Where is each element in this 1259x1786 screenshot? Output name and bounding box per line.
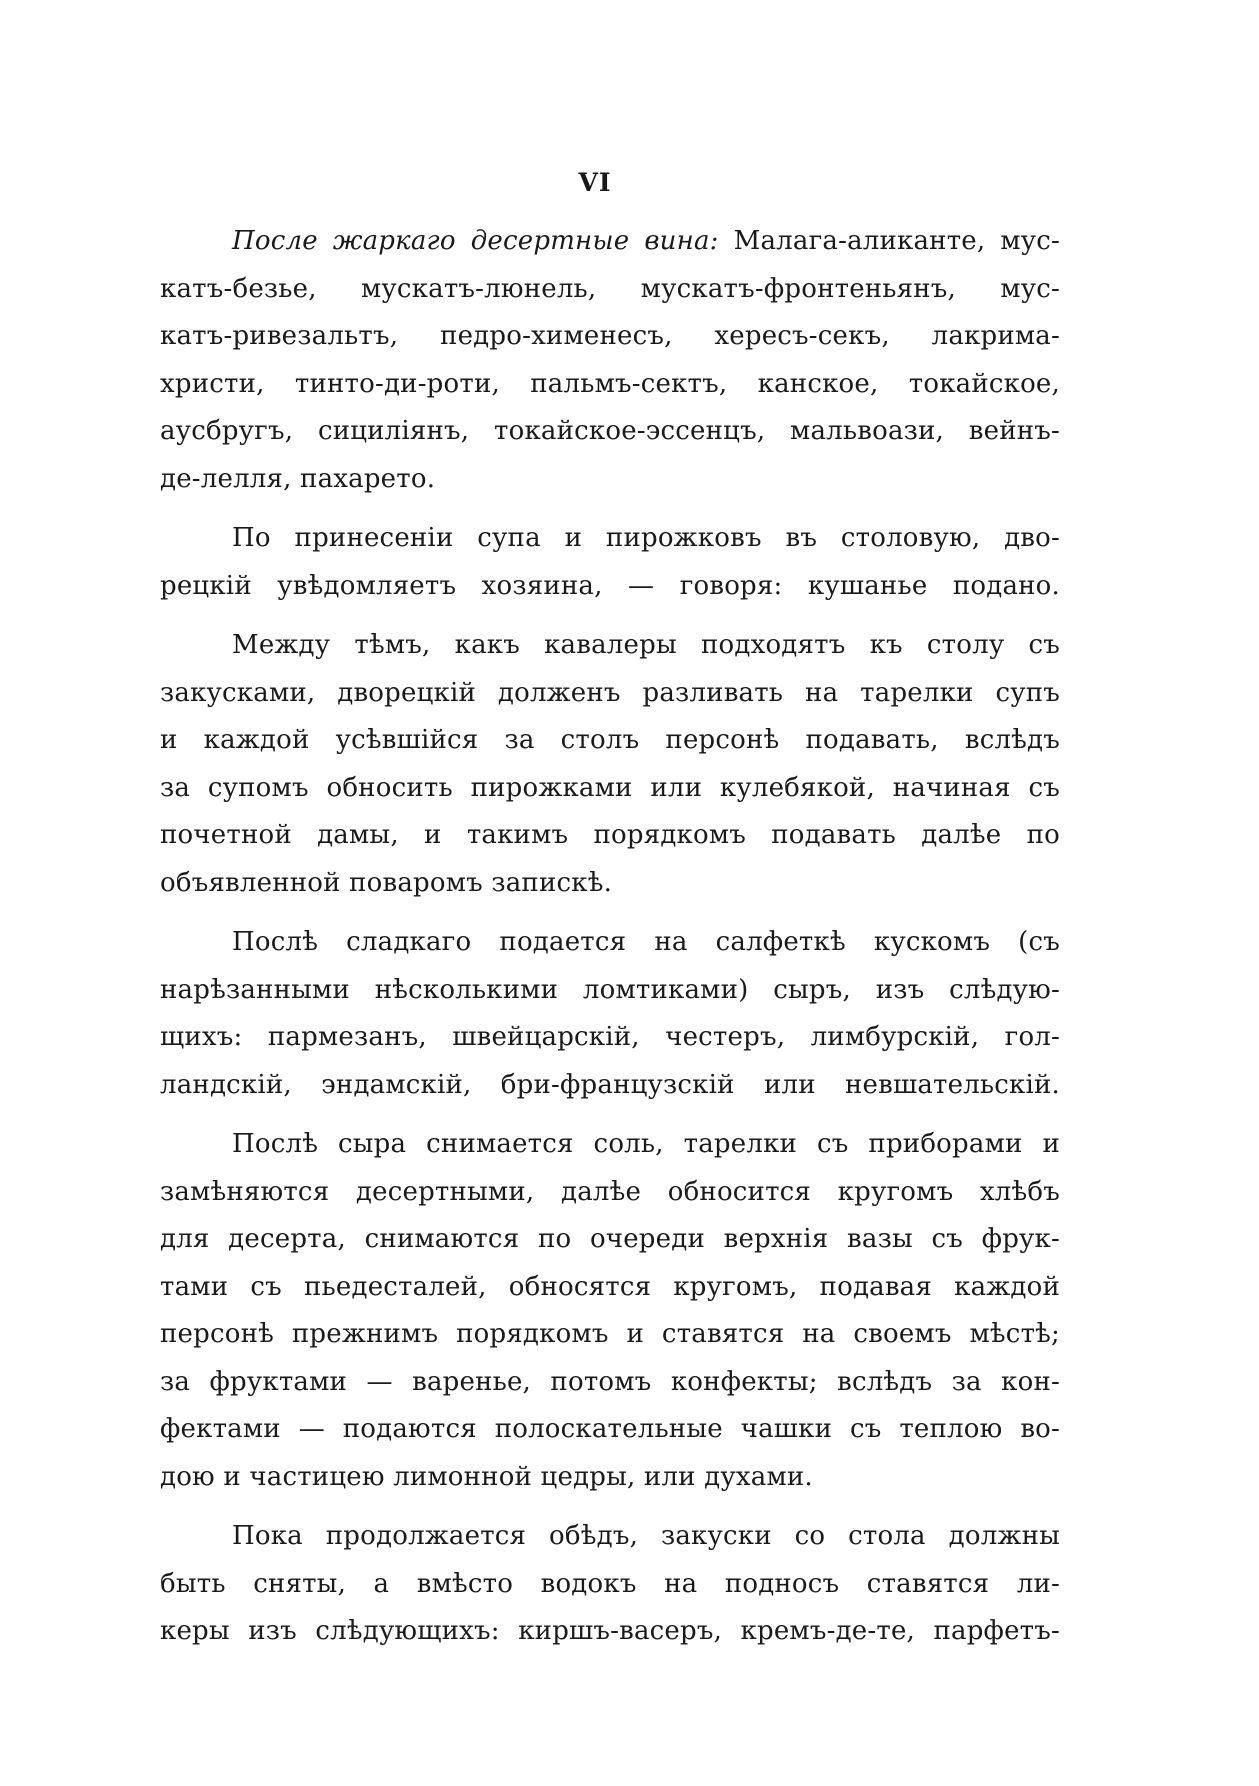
paragraph-dessert-service [160,1121,1060,1501]
text-line: и каждой усѣвшійся за столъ персонѣ подавать, вслѣдъ [160,725,1060,755]
text-line: для десерта, снимаются по очереди верхнія вазы съ фрук- [160,1224,1060,1254]
text-line: рецкій увѣдомляетъ хозяина, — говоря: кушанье подано. [160,570,1060,601]
page-number: VI [578,168,612,197]
text-line: нарѣзанными нѣсколькими ломтиками) сыръ, изъ слѣдую- [160,974,1060,1005]
paragraph-liqueurs [160,1513,1060,1656]
text-line: дою и частицею лимонной цедры, или духами. [160,1461,813,1492]
text-line: замѣняются десертными, далѣе обносится кругомъ хлѣбъ [160,1176,1060,1207]
body-text [160,218,1060,1668]
text-line: за супомъ обносить пирожками или кулебякой, начиная съ [160,772,1060,803]
text-line: керы изъ слѣдующихъ: киршъ-васеръ, кремъ-де-те, парфетъ- [160,1616,1060,1646]
paragraph-dessert-wines [160,218,1060,503]
text-line: де-лелля, пахарето. [160,463,436,494]
text-line: Между тѣмъ, какъ кавалеры подходятъ къ столу съ [232,630,1060,660]
paragraph-soup-served [160,515,1060,610]
paragraph-cheese [160,919,1060,1109]
text-line: фектами — подаются полоскательные чашки съ теплою во- [160,1414,1060,1444]
text-line: персонѣ прежнимъ порядкомъ и ставятся на своемъ мѣстѣ; [160,1319,1060,1349]
text-line: за фруктами — варенье, потомъ конфекты; вслѣдъ за кон- [160,1366,1060,1397]
text-line: быть сняты, а вмѣсто водокъ на подносъ ставятся ли- [160,1568,1060,1599]
text-line: тами съ пьедесталей, обносятся кругомъ, подавая каждой [160,1271,1060,1302]
text-line: катъ-безье, мускатъ-люнель, мускатъ-фронтеньянъ, мус- [160,273,1060,304]
text-line: закусками, дворецкій долженъ разливать на тарелки супъ [160,677,1060,708]
text-line: аусбругъ, сициліянъ, токайское-эссенцъ, мальвоази, вейнъ- [160,416,1060,446]
text-line-content: Малага-аликанте, мус- [718,226,1061,256]
text-line: катъ-ривезальтъ, педро-хименесъ, хересъ-секъ, лакрима- [160,321,1060,351]
text-line: Пока продолжается обѣдъ, закуски со стола должны [232,1521,1060,1551]
italic-lead-in: После жаркаго десертные вина: [232,226,719,256]
text-line: Послѣ сыра снимается соль, тарелки съ приборами и [232,1129,1060,1159]
text-line: почетной дамы, и такимъ порядкомъ подавать далѣе по [160,820,1060,850]
text-line: По принесеніи супа и пирожковъ въ столовую, дво- [232,523,1060,553]
text-line: христи, тинто-ди-роти, пальмъ-сектъ, канское, токайское, [160,368,1060,399]
text-line: Послѣ сладкаго подается на салфеткѣ кускомъ (съ [232,927,1060,957]
paragraph-cavaliers [160,622,1060,907]
text-line: объявленной поваромъ запискѣ. [160,867,613,898]
text-line: щихъ: пармезанъ, швейцарскій, честеръ, лимбурскій, гол- [160,1022,1060,1052]
text-line [160,218,1060,266]
text-line: ландскій, эндамскій, бри-французскій или невшательскій. [160,1069,1060,1100]
